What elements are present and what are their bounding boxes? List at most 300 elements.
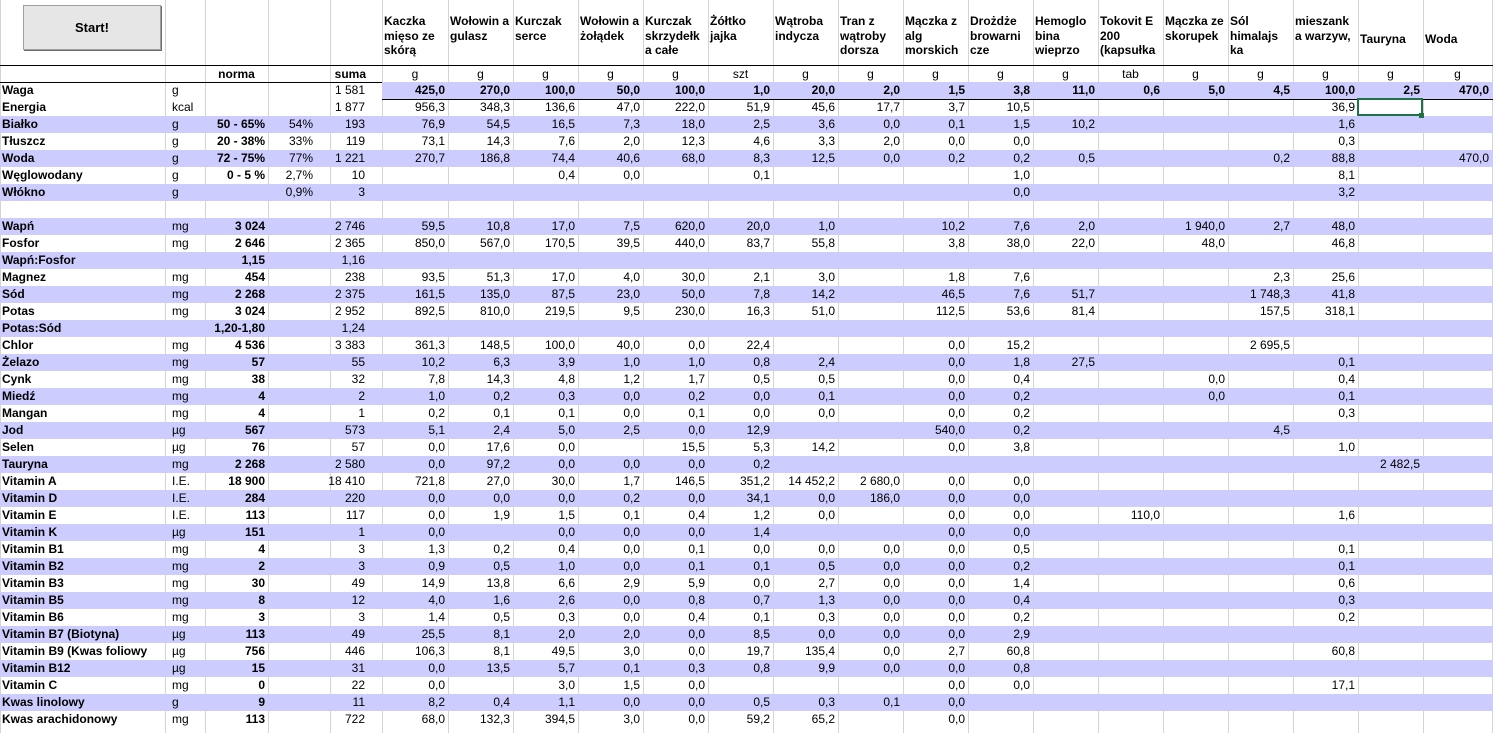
ingredient-unit: szt: [732, 67, 749, 81]
ingredient-value: [1163, 201, 1228, 218]
ingredient-value: 0,2: [948, 151, 965, 165]
ingredient-value: 1,0: [688, 355, 705, 369]
ingredient-value: 219,5: [544, 304, 575, 318]
ingredient-value: [773, 184, 838, 201]
ingredient-value: 5,1: [428, 423, 445, 437]
ingredient-value: [1358, 337, 1423, 354]
ingredient-value: [968, 201, 1033, 218]
ingredient-value: [1033, 405, 1098, 422]
row-norma: 72 - 75%: [216, 151, 265, 165]
ingredient-value: 1,4: [428, 610, 445, 624]
ingredient-value: 55,8: [811, 236, 835, 250]
ingredient-value: [1423, 235, 1492, 252]
ingredient-header: Kaczka mięso ze skórą: [384, 14, 435, 57]
ingredient-value: 53,6: [1006, 304, 1030, 318]
ingredient-value: 4,5: [1273, 83, 1290, 97]
ingredient-value: [1098, 592, 1163, 609]
ingredient-value: 14,9: [421, 576, 445, 590]
ingredient-value: 0,1: [558, 406, 575, 420]
ingredient-value: [448, 184, 513, 201]
ingredient-value: 0,0: [883, 559, 900, 573]
ingredient-value: 8,1: [493, 627, 510, 641]
ingredient-value: 51,9: [746, 100, 770, 114]
ingredient-value: 0,0: [623, 457, 640, 471]
ingredient-value: [1098, 371, 1163, 388]
ingredient-value: 30,0: [681, 270, 705, 284]
row-unit: mg: [172, 372, 189, 386]
ingredient-value: 7,6: [1013, 219, 1030, 233]
ingredient-value: [1358, 218, 1423, 235]
ingredient-value: 186,8: [479, 151, 510, 165]
row-pct: 0,9%: [285, 185, 313, 199]
ingredient-value: 12,9: [746, 423, 770, 437]
ingredient-value: 0,4: [493, 695, 510, 709]
weight-row-border: [382, 99, 1493, 100]
ingredient-value: [1098, 218, 1163, 235]
ingredient-value: [513, 252, 578, 269]
ingredient-value: [1228, 99, 1293, 116]
ingredient-value: [1033, 541, 1098, 558]
ingredient-unit: g: [477, 67, 484, 81]
ingredient-value: 0,0: [883, 542, 900, 556]
ingredient-value: 0,1: [948, 117, 965, 131]
ingredient-value: [1163, 558, 1228, 575]
ingredient-value: [1423, 354, 1492, 371]
row-unit: mg: [172, 593, 189, 607]
row-unit: mg: [172, 406, 189, 420]
ingredient-value: [1163, 541, 1228, 558]
ingredient-value: 1,0: [1013, 168, 1030, 182]
ingredient-value: [1423, 371, 1492, 388]
start-button[interactable]: Start!: [23, 5, 161, 50]
ingredient-value: 3,0: [623, 712, 640, 726]
ingredient-value: 68,0: [421, 712, 445, 726]
ingredient-value: 0,1: [493, 406, 510, 420]
ingredient-value: [1358, 201, 1423, 218]
ingredient-value: [773, 167, 838, 184]
ingredient-value: [578, 439, 643, 456]
ingredient-value: [1293, 337, 1358, 354]
ingredient-value: [838, 439, 903, 456]
ingredient-value: [1293, 456, 1358, 473]
ingredient-value: 97,2: [486, 457, 510, 471]
ingredient-value: [1163, 507, 1228, 524]
row-unit: mg: [172, 236, 189, 250]
ingredient-value: [1033, 473, 1098, 490]
ingredient-value: [1228, 677, 1293, 694]
ingredient-value: 45,6: [811, 100, 835, 114]
ingredient-value: 0,0: [623, 542, 640, 556]
row-label: Potas:Sód: [2, 321, 62, 335]
ingredient-value: [1098, 609, 1163, 626]
ingredient-value: 1,1: [558, 695, 575, 709]
ingredient-unit: g: [1192, 67, 1199, 81]
row-norma: 113: [245, 712, 265, 726]
ingredient-value: [1033, 558, 1098, 575]
ingredient-value: 2 695,5: [1249, 338, 1290, 352]
ingredient-value: [1163, 320, 1228, 337]
row-suma: 49: [351, 627, 365, 641]
ingredient-value: 0,5: [753, 372, 770, 386]
ingredient-value: 0,4: [688, 508, 705, 522]
ingredient-value: 1,7: [688, 372, 705, 386]
ingredient-value: 1 748,3: [1249, 287, 1290, 301]
ingredient-value: [578, 252, 643, 269]
ingredient-value: [1228, 456, 1293, 473]
ingredient-value: 0,8: [753, 355, 770, 369]
ingredient-value: 4,5: [1273, 423, 1290, 437]
ingredient-value: [1098, 286, 1163, 303]
ingredient-value: [1098, 133, 1163, 150]
ingredient-value: 0,5: [818, 559, 835, 573]
row-label: Waga: [2, 83, 34, 97]
ingredient-value: [1293, 252, 1358, 269]
ingredient-value: 892,5: [414, 304, 445, 318]
ingredient-value: 620,0: [674, 219, 705, 233]
ingredient-value: 106,3: [414, 644, 445, 658]
ingredient-value: [448, 320, 513, 337]
ingredient-value: 161,5: [414, 287, 445, 301]
ingredient-header: Sól himalajs ka: [1230, 14, 1279, 57]
ingredient-value: 5,0: [1208, 83, 1225, 97]
ingredient-value: [1098, 201, 1163, 218]
ingredient-value: [1358, 133, 1423, 150]
ingredient-value: 2,6: [558, 593, 575, 607]
ingredient-value: [382, 201, 448, 218]
ingredient-value: 0,0: [948, 695, 965, 709]
row-label: Vitamin B6: [2, 610, 64, 624]
ingredient-value: 0,0: [948, 576, 965, 590]
ingredient-value: 0,2: [753, 457, 770, 471]
ingredient-value: 14,2: [811, 440, 835, 454]
ingredient-value: [1358, 371, 1423, 388]
ingredient-value: [1228, 439, 1293, 456]
ingredient-header: mieszank a warzyw,: [1295, 14, 1351, 43]
ingredient-value: 425,0: [414, 83, 445, 97]
ingredient-value: 2,5: [623, 423, 640, 437]
row-norma: 4: [258, 389, 265, 403]
ingredient-value: [1358, 490, 1423, 507]
ingredient-value: 49,5: [551, 644, 575, 658]
ingredient-value: [1033, 201, 1098, 218]
ingredient-value: 15,5: [681, 440, 705, 454]
ingredient-value: 0,1: [753, 610, 770, 624]
ingredient-value: 348,3: [479, 100, 510, 114]
ingredient-value: 14,3: [486, 134, 510, 148]
ingredient-value: [1423, 711, 1492, 728]
row-suma: 1 581: [334, 83, 365, 97]
ingredient-value: [1163, 626, 1228, 643]
ingredient-value: 0,5: [493, 610, 510, 624]
ingredient-value: 0,0: [428, 508, 445, 522]
ingredient-value: [838, 184, 903, 201]
ingredient-value: [1228, 592, 1293, 609]
ingredient-value: [1033, 490, 1098, 507]
ingredient-value: 3,7: [948, 100, 965, 114]
row-suma: 3: [358, 542, 365, 556]
ingredient-value: [382, 184, 448, 201]
ingredient-value: 0,4: [558, 542, 575, 556]
row-unit: [170, 252, 205, 269]
row-unit: mg: [172, 287, 189, 301]
row-pct: 77%: [288, 151, 313, 165]
ingredient-value: [1423, 133, 1492, 150]
ingredient-value: 0,1: [688, 559, 705, 573]
row-suma: 1,24: [341, 321, 365, 335]
ingredient-value: [513, 184, 578, 201]
row-unit: g: [172, 83, 179, 97]
row-norma: 0 - 5 %: [226, 168, 265, 182]
ingredient-value: 0,0: [1013, 185, 1030, 199]
ingredient-value: 0,0: [493, 491, 510, 505]
ingredient-value: 0,2: [1013, 151, 1030, 165]
ingredient-value: 5,0: [558, 423, 575, 437]
ingredient-value: 440,0: [674, 236, 705, 250]
ingredient-value: [448, 252, 513, 269]
ingredient-value: [1033, 660, 1098, 677]
row-unit: mg: [172, 219, 189, 233]
ingredient-value: [1423, 218, 1492, 235]
ingredient-value: [773, 201, 838, 218]
ingredient-value: 0,5: [493, 559, 510, 573]
ingredient-value: 0,0: [818, 491, 835, 505]
ingredient-value: [1033, 422, 1098, 439]
ingredient-value: 470,0: [1458, 151, 1489, 165]
ingredient-value: [1163, 609, 1228, 626]
ingredient-value: 0,3: [558, 389, 575, 403]
ingredient-value: [1098, 337, 1163, 354]
ingredient-value: [1228, 116, 1293, 133]
ingredient-value: 0,0: [1013, 134, 1030, 148]
ingredient-value: 51,7: [1071, 287, 1095, 301]
row-norma: 151: [244, 525, 265, 539]
row-norma: 113: [245, 508, 265, 522]
ingredient-value: 850,0: [414, 236, 445, 250]
ingredient-value: 48,0: [1331, 219, 1355, 233]
ingredient-value: 25,5: [421, 627, 445, 641]
ingredient-value: 0,0: [1013, 678, 1030, 692]
row-unit: I.E.: [172, 491, 191, 505]
ingredient-value: [1358, 184, 1423, 201]
ingredient-value: [1228, 575, 1293, 592]
ingredient-unit: g: [1387, 67, 1394, 81]
ingredient-value: 0,3: [818, 695, 835, 709]
ingredient-value: [1423, 609, 1492, 626]
ingredient-value: [773, 320, 838, 337]
ingredient-value: 0,9: [428, 559, 445, 573]
ingredient-unit: g: [867, 67, 874, 81]
row-label: Tłuszcz: [2, 134, 46, 148]
ingredient-value: [1358, 592, 1423, 609]
ingredient-value: 0,6: [1143, 83, 1160, 97]
ingredient-value: 2,0: [558, 627, 575, 641]
ingredient-value: [1098, 660, 1163, 677]
ingredient-value: 20,0: [811, 83, 835, 97]
ingredient-value: [1098, 677, 1163, 694]
ingredient-value: 88,8: [1331, 151, 1355, 165]
ingredient-value: 27,0: [486, 474, 510, 488]
ingredient-value: 50,0: [616, 83, 640, 97]
ingredient-value: [1358, 422, 1423, 439]
ingredient-value: 1,5: [1013, 117, 1030, 131]
row-unit: kcal: [172, 100, 194, 114]
ingredient-value: 59,5: [421, 219, 445, 233]
ingredient-value: [1358, 609, 1423, 626]
ingredient-value: [1228, 609, 1293, 626]
ingredient-value: 18,0: [681, 117, 705, 131]
ingredient-value: 540,0: [934, 423, 965, 437]
ingredient-value: 1,0: [428, 389, 445, 403]
ingredient-value: 10,2: [941, 219, 965, 233]
ingredient-value: [1163, 592, 1228, 609]
ingredient-header: Tauryna: [1360, 32, 1406, 46]
ingredient-value: 394,5: [544, 712, 575, 726]
ingredient-value: 22,0: [1071, 236, 1095, 250]
row-norma: 756: [244, 644, 265, 658]
ingredient-value: 0,0: [688, 695, 705, 709]
ingredient-value: 1,4: [753, 525, 770, 539]
ingredient-value: 87,5: [551, 287, 575, 301]
row-label: Vitamin B9 (Kwas foliowy: [2, 644, 148, 658]
row-unit: g: [172, 168, 179, 182]
selected-cell[interactable]: [1357, 98, 1423, 116]
ingredient-value: [1423, 116, 1492, 133]
ingredient-value: [1098, 167, 1163, 184]
row-suma: 49: [351, 576, 365, 590]
row-label: Mangan: [2, 406, 48, 420]
ingredient-value: 0,0: [948, 593, 965, 607]
ingredient-value: [643, 320, 708, 337]
row-label: Miedź: [2, 389, 36, 403]
ingredient-value: 2,0: [623, 134, 640, 148]
row-norma: 1,20-1,80: [214, 321, 265, 335]
ingredient-value: [1228, 235, 1293, 252]
row-norma: 284: [244, 491, 265, 505]
ingredient-value: [1293, 711, 1358, 728]
ingredient-value: 27,5: [1071, 355, 1095, 369]
ingredient-value: 47,0: [616, 100, 640, 114]
ingredient-value: 0,0: [883, 576, 900, 590]
ingredient-value: 0,0: [883, 644, 900, 658]
ingredient-value: [1163, 405, 1228, 422]
ingredient-value: [1033, 524, 1098, 541]
row-label: Cynk: [2, 372, 32, 386]
ingredient-unit: g: [411, 67, 419, 81]
ingredient-value: [903, 456, 968, 473]
row-norma: 2 646: [234, 236, 265, 250]
ingredient-value: 2,7: [948, 644, 965, 658]
ingredient-value: 9,5: [623, 304, 640, 318]
ingredient-value: 1,0: [1338, 440, 1355, 454]
row-suma: 31: [351, 661, 365, 675]
row-suma: 117: [345, 508, 365, 522]
ingredient-value: [1358, 320, 1423, 337]
ingredient-value: 112,5: [935, 304, 965, 318]
row-label: Węglowodany: [2, 168, 83, 182]
ingredient-value: 0,0: [428, 440, 445, 454]
ingredient-value: 0,0: [883, 593, 900, 607]
ingredient-value: 0,4: [1338, 372, 1355, 386]
row-label: Włókno: [2, 185, 46, 199]
row-label: Vitamin K: [2, 525, 58, 539]
ingredient-value: 1,5: [623, 678, 640, 692]
ingredient-value: [708, 252, 773, 269]
ingredient-value: 0,0: [688, 423, 705, 437]
ingredient-value: 7,5: [623, 219, 640, 233]
ingredient-value: [1098, 235, 1163, 252]
ingredient-value: [1423, 405, 1492, 422]
ingredient-value: 22,4: [746, 338, 770, 352]
ingredient-value: 0,2: [1013, 406, 1030, 420]
ingredient-value: [1163, 490, 1228, 507]
ingredient-header: Wołowin a żołądek: [580, 14, 640, 43]
ingredient-value: 10,8: [486, 219, 510, 233]
fill-handle[interactable]: [1419, 113, 1424, 118]
ingredient-value: 0,0: [688, 338, 705, 352]
ingredient-value: [838, 235, 903, 252]
ingredient-value: 721,8: [414, 474, 445, 488]
ingredient-value: [838, 201, 903, 218]
ingredient-value: [1163, 677, 1228, 694]
row-suma: 2 580: [334, 457, 365, 471]
row-norma: 30: [251, 576, 265, 590]
ingredient-value: 51,0: [811, 304, 835, 318]
ingredient-value: 0,1: [818, 389, 835, 403]
ingredient-value: 810,0: [479, 304, 510, 318]
ingredient-value: [1228, 405, 1293, 422]
ingredient-value: 73,1: [421, 134, 445, 148]
ingredient-value: 0,0: [558, 457, 575, 471]
ingredient-value: [773, 677, 838, 694]
ingredient-value: [1098, 116, 1163, 133]
ingredient-value: 0,1: [1338, 355, 1355, 369]
ingredient-value: 3,2: [1338, 185, 1355, 199]
ingredient-value: [1033, 99, 1098, 116]
ingredient-value: [1358, 354, 1423, 371]
ingredient-value: [838, 354, 903, 371]
ingredient-value: 0,0: [753, 542, 770, 556]
ingredient-value: [1163, 252, 1228, 269]
ingredient-value: 9,9: [818, 661, 835, 675]
ingredient-value: 0,3: [688, 661, 705, 675]
ingredient-value: 7,6: [1013, 287, 1030, 301]
ingredient-value: [1423, 626, 1492, 643]
ingredient-value: [578, 320, 643, 337]
ingredient-value: [773, 524, 838, 541]
ingredient-value: 2,7: [1273, 219, 1290, 233]
ingredient-value: 48,0: [1201, 236, 1225, 250]
ingredient-value: [1358, 439, 1423, 456]
row-label: Kwas linolowy: [2, 695, 85, 709]
ingredient-value: 0,0: [818, 542, 835, 556]
row-unit: mg: [172, 610, 189, 624]
ingredient-value: [1228, 541, 1293, 558]
ingredient-value: 0,0: [623, 559, 640, 573]
ingredient-value: 16,3: [746, 304, 770, 318]
ingredient-value: 8,3: [753, 151, 770, 165]
ingredient-value: [1163, 456, 1228, 473]
ingredient-value: 1,2: [753, 508, 770, 522]
ingredient-value: 12,3: [681, 134, 705, 148]
ingredient-value: [1423, 643, 1492, 660]
ingredient-value: 14,2: [811, 287, 835, 301]
ingredient-value: 2,1: [753, 270, 770, 284]
ingredient-value: 100,0: [544, 338, 575, 352]
row-suma: 12: [351, 593, 365, 607]
row-suma: 2 746: [334, 219, 365, 233]
ingredient-value: 0,0: [1013, 491, 1030, 505]
ingredient-value: [1423, 677, 1492, 694]
